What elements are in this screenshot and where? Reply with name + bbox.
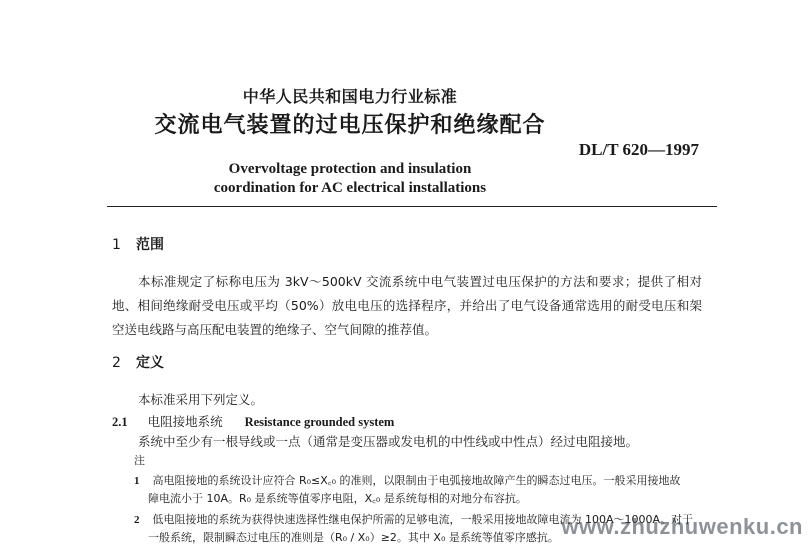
title-en-line-2: coordination for AC electrical installations xyxy=(213,180,487,196)
standard-title-en xyxy=(0,160,700,198)
header-divider xyxy=(107,206,717,207)
note-text: 低电阻接地的系统为获得快速选择性继电保护所需的足够电流，一般采用接地故障电流为 100A～1000A。对于 xyxy=(152,513,694,526)
note-1-line-2: 障电流小于 10A。R₀ 是系统等值零序电阻，X꜀₀ 是系统每相的对地分布容抗。 xyxy=(148,492,527,505)
section-1-heading xyxy=(112,234,164,254)
subsection-2-1-heading xyxy=(112,412,394,430)
note-text: 高电阻接地的系统设计应符合 R₀≤X꜀₀ 的准则，以限制由于电弧接地故障产生的瞬态过电压。一般采用接地故 xyxy=(152,474,681,487)
subsection-number: 2.1 xyxy=(112,415,128,429)
note-label: 注 xyxy=(134,454,145,467)
section-title: 范围 xyxy=(136,237,164,253)
section-1-paragraph: 本标准规定了标称电压为 3kV～500kV 交流系统中电气装置过电压保护的方法和要求；提供了相对地、相间绝缘耐受电压或平均（50%）放电电压的选择程序，并给出了电气设备通常选用的耐受电压和架空送电线路与高压配电装置的绝缘子、空气间隙的推荐值。 xyxy=(112,274,702,337)
standard-number: DL/T 620—1997 xyxy=(578,140,699,159)
section-2-heading xyxy=(112,352,164,372)
title-en-line-1: Overvoltage protection and insulation xyxy=(228,161,472,177)
note-number: 1 xyxy=(134,475,140,487)
note-2-line-2: 一般系统，限制瞬态过电压的准则是（R₀ / X₀）≥2。其中 X₀ 是系统等值零序感抗。 xyxy=(148,531,559,544)
subsection-title-cn: 电阻接地系统 xyxy=(147,414,223,429)
section-2-intro: 本标准采用下列定义。 xyxy=(138,392,264,407)
site-watermark: www.zhuzhuwenku.cn xyxy=(561,514,803,539)
note-1-line-1 xyxy=(134,472,681,488)
section-number: 2 xyxy=(112,355,121,371)
subsection-2-1-description: 系统中至少有一根导线或一点（通常是变压器或发电机的中性线或中性点）经过电阻接地。 xyxy=(138,434,639,449)
industry-standard-heading: 中华人民共和国电力行业标准 xyxy=(242,87,458,106)
note-number: 2 xyxy=(134,514,140,526)
standard-title-cn: 交流电气装置的过电压保护和绝缘配合 xyxy=(154,113,546,138)
section-number: 1 xyxy=(112,237,121,253)
subsection-title-en: Resistance grounded system xyxy=(244,415,395,429)
section-title: 定义 xyxy=(136,355,164,371)
